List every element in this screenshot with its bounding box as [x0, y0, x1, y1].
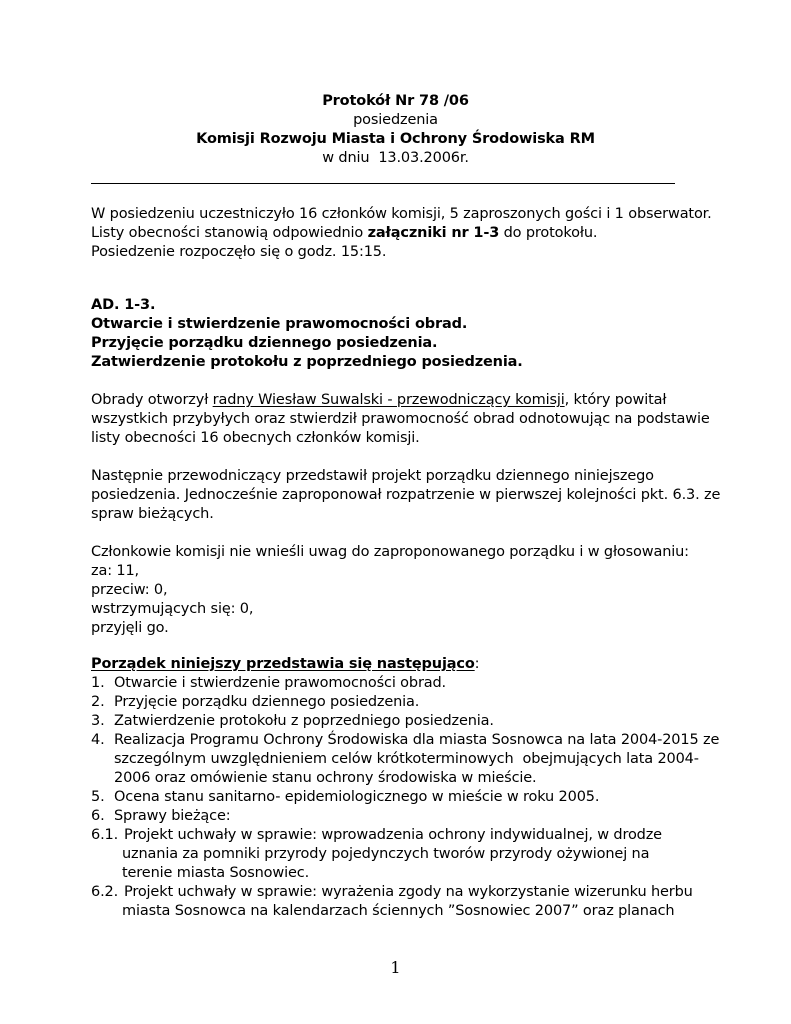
chairman-name: radny Wiesław Suwalski - przewodniczący komisji	[212, 392, 565, 408]
agenda-subitem-num: 6.2.	[91, 884, 119, 900]
section-topic-3: Zatwierdzenie protokołu z poprzedniego posiedzenia.	[91, 354, 523, 370]
start-time-line: Posiedzenie rozpoczęło się o godz. 15:15.	[91, 244, 387, 260]
agenda-subitem-text: uznania za pomniki przyrody pojedynczych tworów przyrody ożywionej na	[122, 846, 650, 862]
page-number: 1	[390, 958, 401, 977]
vote-intro: Członkowie komisji nie wnieśli uwag do zaproponowanego porządku i w głosowaniu:	[91, 544, 689, 560]
agenda-subitem-text: Projekt uchwały w sprawie: wyrażenia zgody na wykorzystanie wizerunku herbu	[124, 884, 693, 900]
agenda-proposal-line-2: posiedzenia. Jednocześnie zaproponował rozpatrzenie w pierwszej kolejności pkt. 6.3. ze	[91, 487, 721, 503]
protocol-title: Protokół Nr 78 /06	[322, 93, 469, 109]
protocol-subtitle: posiedzenia	[353, 112, 438, 128]
agenda-item-text: Zatwierdzenie protokołu z poprzedniego posiedzenia.	[114, 713, 494, 729]
attendance-line: W posiedzeniu uczestniczyło 16 członków komisji, 5 zaproszonych gości i 1 obserwator.	[91, 206, 712, 222]
agenda-subitem-num: 6.1.	[91, 827, 119, 843]
section-heading: AD. 1-3.	[91, 297, 156, 313]
agenda-proposal-line-3: spraw bieżących.	[91, 506, 214, 522]
opening-line-3: listy obecności 16 obecnych członków komisji.	[91, 430, 420, 446]
agenda-heading: Porządek niniejszy przedstawia się następująco:	[91, 656, 480, 672]
agenda-item-text: Realizacja Programu Ochrony Środowiska dla miasta Sosnowca na lata 2004-2015 ze	[114, 732, 720, 748]
agenda-item-num: 6.	[91, 808, 105, 824]
vote-against: przeciw: 0,	[91, 582, 168, 598]
header-divider	[91, 183, 675, 184]
attachments-ref: załączniki nr 1-3	[367, 225, 500, 241]
opening-line-2: wszystkich przybyłych oraz stwierdził prawomocność obrad odnotowując na podstawie	[91, 411, 710, 427]
agenda-item-num: 3.	[91, 713, 105, 729]
agenda-item-text: 2006 oraz omówienie stanu ochrony środowiska w mieście.	[114, 770, 537, 786]
agenda-item-text: Przyjęcie porządku dziennego posiedzenia.	[114, 694, 420, 710]
agenda-item-text: Otwarcie i stwierdzenie prawomocności obrad.	[114, 675, 447, 691]
attendance-lists-line: Listy obecności stanowią odpowiednio załączniki nr 1-3 do protokołu.	[91, 225, 598, 241]
vote-abstain: wstrzymujących się: 0,	[91, 601, 254, 617]
section-topic-1: Otwarcie i stwierdzenie prawomocności obrad.	[91, 316, 468, 332]
section-topic-2: Przyjęcie porządku dziennego posiedzenia.	[91, 335, 438, 351]
agenda-item-num: 4.	[91, 732, 105, 748]
meeting-date: w dniu 13.03.2006r.	[322, 150, 469, 166]
vote-for: za: 11,	[91, 563, 140, 579]
agenda-subitem-text: terenie miasta Sosnowiec.	[122, 865, 310, 881]
agenda-item-text: Ocena stanu sanitarno- epidemiologicznego w mieście w roku 2005.	[114, 789, 600, 805]
agenda-subitem-text: Projekt uchwały w sprawie: wprowadzenia ochrony indywidualnej, w drodze	[124, 827, 662, 843]
agenda-subitem-text: miasta Sosnowca na kalendarzach ściennych ”Sosnowiec 2007” oraz planach	[122, 903, 675, 919]
agenda-proposal-line-1: Następnie przewodniczący przedstawił projekt porządku dziennego niniejszego	[91, 468, 654, 484]
vote-result: przyjęli go.	[91, 620, 169, 636]
agenda-item-num: 1.	[91, 675, 105, 691]
committee-name: Komisji Rozwoju Miasta i Ochrony Środowiska RM	[196, 131, 595, 147]
opening-line: Obrady otworzył radny Wiesław Suwalski - przewodniczący komisji, który powitał	[91, 392, 667, 408]
agenda-item-text: szczególnym uwzględnieniem celów krótkoterminowych obejmujących lata 2004-	[114, 751, 699, 767]
agenda-item-num: 5.	[91, 789, 105, 805]
agenda-item-text: Sprawy bieżące:	[114, 808, 231, 824]
agenda-item-num: 2.	[91, 694, 105, 710]
